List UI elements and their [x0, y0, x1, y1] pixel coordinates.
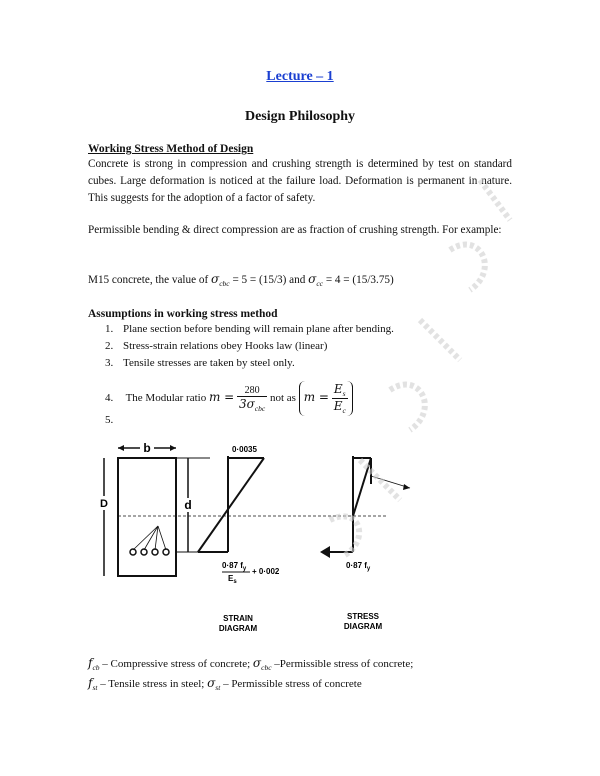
list-number: 1. [105, 323, 114, 335]
list-number: 5. [105, 414, 114, 426]
watermark-stroke [390, 385, 425, 430]
arrow-left-icon [118, 445, 124, 451]
footer-text: –Permissible stress of concrete; [274, 658, 414, 670]
f-symbol: f [88, 656, 93, 670]
m-symbol: m = [303, 390, 329, 405]
sigma-subscript: cc [316, 279, 324, 288]
stress-arrow-icon [320, 546, 330, 558]
strain-bottom-label-3: + 0·002 [252, 567, 280, 576]
d-label: d [184, 498, 192, 512]
strain-bottom-label-1 [222, 561, 247, 572]
denominator-subscript: cbc [254, 403, 266, 413]
list-number: 2. [105, 340, 114, 352]
D-label: D [100, 498, 108, 510]
strain-bottom-label-2 [228, 574, 237, 585]
fraction-280 [237, 385, 267, 413]
page-title: Design Philosophy [244, 109, 356, 124]
strain-bottom-es: E [228, 574, 234, 583]
strain-label-2: DIAGRAM [218, 624, 258, 633]
list-number: 4. [105, 392, 114, 405]
lecture-heading[interactable]: Lecture – 1 [266, 69, 334, 84]
strain-diagonal [198, 458, 264, 552]
list-item [105, 340, 327, 352]
stress-bottom-fy-sub: y [366, 566, 371, 572]
f-subscript: cb [92, 663, 100, 672]
beam-cross-section [118, 458, 176, 576]
rebar-tie [144, 526, 158, 550]
strain-label-1: STRAIN [223, 614, 253, 623]
example-mid-2: = 4 = (15/3.75) [325, 274, 394, 286]
strain-bottom-fy-sub: y [242, 566, 247, 572]
example-mid-1: = 5 = (15/3) and [232, 274, 306, 286]
m-symbol: m = [208, 390, 235, 405]
fraction-es-ec [332, 382, 348, 415]
sigma-symbol: σ [252, 656, 262, 670]
stress-bottom-label [346, 561, 371, 572]
b-label: b [143, 441, 151, 455]
list-item [105, 414, 123, 426]
denominator-symbol: 3σ [238, 396, 255, 411]
footer-text: – Tensile stress in steel; [100, 678, 205, 690]
stress-bottom-fy: 0·87 f [346, 561, 367, 570]
ec-symbol: E [333, 399, 343, 413]
list-item [105, 357, 295, 369]
fraction-denominator [237, 397, 267, 413]
list-item [105, 323, 394, 335]
example-prefix: M15 concrete, the value of [88, 274, 209, 286]
sigma-symbol: σ [308, 272, 317, 286]
not-as-text: not as [269, 392, 296, 405]
stress-label-2: DIAGRAM [343, 622, 383, 631]
assumptions-heading: Assumptions in working stress method [88, 308, 278, 320]
fraction-numerator: 280 [237, 385, 267, 397]
paragraph-2: Permissible bending & direct compression are as fraction of crushing strength. For example: [88, 224, 502, 236]
sigma-subscript: cbc [261, 663, 272, 672]
sigma-symbol: σ [211, 272, 220, 286]
list-text: Tensile stresses are taken by steel only. [123, 357, 295, 369]
fraction-numerator [332, 382, 348, 399]
es-symbol: E [333, 382, 343, 396]
strain-top-label: 0·0035 [232, 445, 257, 454]
sigma-subscript: cbc [219, 279, 230, 288]
stress-label-1: STRESS [346, 612, 380, 621]
list-number: 3. [105, 357, 114, 369]
es-subscript: s [342, 389, 346, 398]
modular-ratio-lead: The Modular ratio [125, 392, 207, 405]
footer-line-1 [88, 656, 413, 672]
paragraph-1: Concrete is strong in compression and crushing strength is determined by test on standard cubes. Large deformation is noticed at the failure load. Deformation is permanent in nature. This suggests for the adoption of a factor of safety. [88, 158, 512, 204]
list-text: Stress-strain relations obey Hooks law (linear) [123, 340, 328, 352]
example-equation [88, 272, 394, 288]
footer-line-2 [88, 676, 362, 692]
footer-text: – Compressive stress of concrete; [102, 658, 251, 670]
arrow-right-icon [170, 445, 176, 451]
stress-diagonal [353, 458, 371, 516]
footer-text: – Permissible stress of concrete [223, 678, 362, 690]
section-heading: Working Stress Method of Design [88, 143, 254, 155]
sigma-symbol: σ [207, 676, 216, 690]
stress-strain-diagram [88, 426, 508, 641]
list-text: Plane section before bending will remain plane after bending. [123, 323, 394, 335]
sigma-subscript: st [215, 683, 221, 692]
pointer-arrow-icon [403, 484, 410, 490]
modular-ratio-paren [299, 381, 353, 416]
f-symbol: f [88, 676, 93, 690]
f-subscript: st [92, 683, 98, 692]
rebar-tie [133, 526, 158, 550]
ec-subscript: c [342, 406, 346, 415]
strain-bottom-fy: 0·87 f [222, 561, 243, 570]
rebar-tie [158, 526, 166, 550]
watermark-stroke [450, 245, 485, 290]
fraction-denominator [332, 399, 348, 415]
list-item-modular-ratio [105, 381, 353, 416]
strain-bottom-es-sub: s [233, 579, 237, 585]
watermark-stroke [420, 320, 460, 360]
